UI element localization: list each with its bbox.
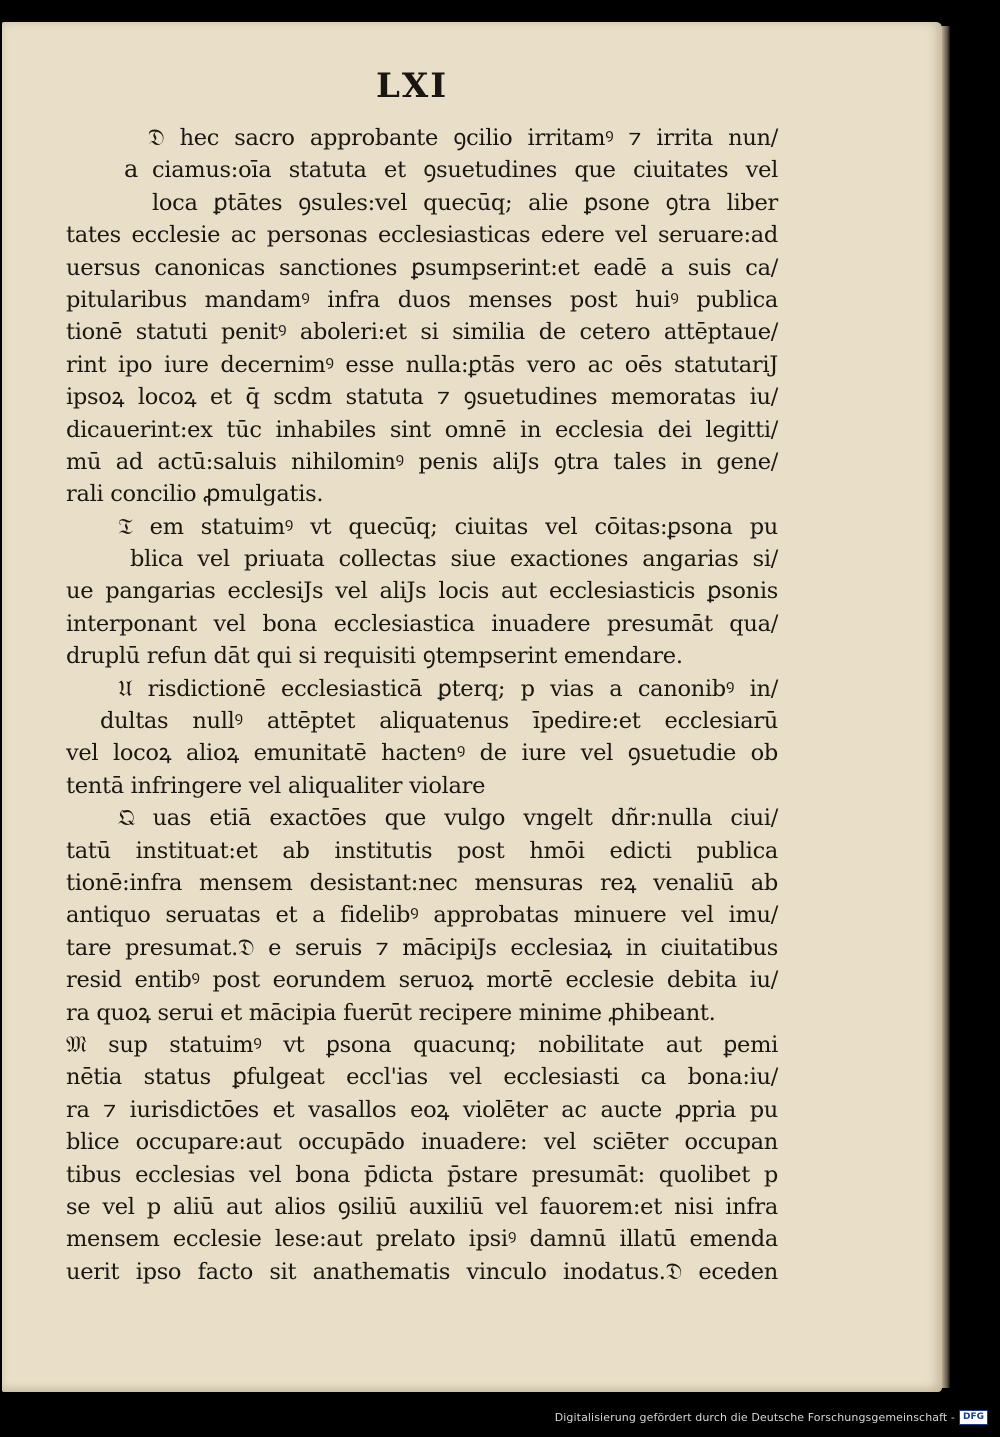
- text-line: se vel p aliū aut alios ꝯsiliū auxiliū vel fauorem:et nisi infra: [66, 1193, 778, 1220]
- text-line: tatū instituat:et ab institutis post hmōi edicti publica: [66, 837, 778, 864]
- text-line: resid entibꝰ post eorundem seruoꝝ mortē ecclesie debita iu/: [66, 967, 778, 994]
- text-line: mensem ecclesie lese:aut prelato ipsiꝰ damnū illatū emenda: [66, 1226, 778, 1253]
- text-line: tentā infringere vel aliqualiter violare: [66, 772, 486, 799]
- text-line: ue pangarias ecclesiJs vel aliJs locis aut ecclesiasticis ꝑsonis: [66, 578, 778, 605]
- text-line: blica vel priuata collectas siue exactiones angarias si/: [130, 546, 778, 573]
- text-line: tates ecclesie ac personas ecclesiasticas edere vel seruare:ad: [66, 222, 778, 249]
- text-line: druplū refun dāt qui si requisiti ꝯtempserint emendare.: [66, 643, 683, 670]
- text-line: ra quoꝝ serui et mācipia fuerūt recipere minime ꝓhibeant.: [66, 999, 716, 1026]
- text-line: mū ad actū:saluis nihilominꝰ penis aliJs ꝯtra tales in gene/: [66, 448, 778, 475]
- text-line: tionē:infra mensem desistant:nec mensuras reꝝ venaliū ab: [66, 869, 778, 896]
- text-line: ciamus:oīa statuta et ꝯsuetudines que ciuitates vel: [152, 157, 778, 184]
- text-line: 𝔔 uas etiā exactōes que vulgo vngelt dñr:nulla ciui/: [118, 805, 778, 832]
- text-line: uersus canonicas sanctiones ꝑsumpserint:et eadē a suis ca/: [66, 254, 778, 281]
- text-line: blice occupare:aut occupādo inuadere: vel sciēter occupan: [66, 1129, 778, 1156]
- text-line: pitularibus mandamꝰ infra duos menses post huiꝰ publica: [66, 286, 778, 313]
- text-line: dicauerint:ex tūc inhabiles sint omnē in ecclesia dei legitti/: [66, 416, 778, 443]
- folio-number: LXI: [376, 66, 449, 106]
- text-line: vel locoꝝ alioꝝ emunitatē hactenꝰ de iure vel ꝯsuetudie ob: [66, 740, 778, 767]
- text-line: nētia status ꝑfulgeat eccl'ias vel ecclesiasti ca bona:iu/: [66, 1064, 778, 1091]
- text-line: rint ipo iure decernimꝰ esse nulla:ꝑtās vero ac oēs statutariJ: [66, 351, 778, 378]
- text-line: 𝔇 hec sacro approbante ꝯcilio irritamꝰ ⁊ irrita nun/: [148, 125, 778, 151]
- text-line: loca ꝑtātes ꝯsules:vel quecūq; alie ꝑsone ꝯtra liber: [152, 189, 778, 216]
- text-line: tionē statuti penitꝰ aboleri:et si similia de cetero attēptaue/: [66, 319, 778, 346]
- page-edge-shadow: [942, 26, 950, 1388]
- text-line: antiquo seruatas et a fidelibꝰ approbatas minuere vel imu/: [66, 902, 778, 929]
- dfg-logo: DFG: [959, 1410, 988, 1425]
- text-line: rali concilio ꝓmulgatis.: [66, 481, 324, 508]
- text-line: ipsoꝝ locoꝝ et q̄ scdm statuta ⁊ ꝯsuetudines memoratas iu/: [66, 384, 778, 411]
- credit-text: Digitalisierung gefördert durch die Deutsche Forschungsgemeinschaft -: [554, 1411, 955, 1424]
- margin-note: a: [124, 155, 139, 183]
- text-line: 𝔘 risdictionē ecclesiasticā ꝑterq; p vias a canonibꝰ in/: [118, 675, 778, 702]
- page-body-text: [66, 122, 778, 1288]
- text-line: uerit ipso facto sit anathematis vinculo inodatus.𝔇 eceden: [66, 1258, 778, 1285]
- text-line: dultas nullꝰ attēptet aliquatenus īpedire:et ecclesiarū: [100, 708, 778, 735]
- text-line: 𝔐 sup statuimꝰ vt ꝑsona quacunq; nobilitate aut ꝑemi: [66, 1031, 778, 1058]
- digitization-credit: [555, 1410, 988, 1425]
- text-line: 𝔗 em statuimꝰ vt quecūq; ciuitas vel cōitas:ꝑsona pu: [118, 513, 778, 540]
- text-line: interponant vel bona ecclesiastica inuadere presumāt qua/: [66, 610, 778, 637]
- text-line: tibus ecclesias vel bona p̄dicta p̄stare presumāt: quolibet p: [66, 1161, 778, 1188]
- text-line: ra ⁊ iurisdictōes et vasallos eoꝝ violēter ac aucte ꝓpria pu: [66, 1096, 778, 1123]
- text-line: tare presumat.𝔇 e seruis ⁊ mācipiJs ecclesiaꝝ in ciuitatibus: [66, 934, 778, 961]
